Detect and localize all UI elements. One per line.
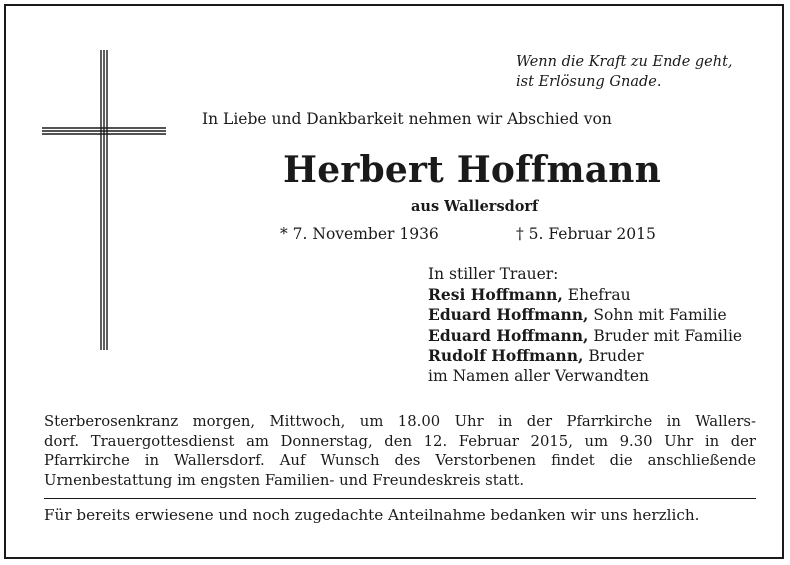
mourner-relation: Ehefrau xyxy=(567,285,631,304)
divider xyxy=(44,498,756,499)
mourner-name: Eduard Hoffmann, xyxy=(428,305,589,324)
announcement-text xyxy=(44,412,756,490)
mourner-name: Eduard Hoffmann, xyxy=(428,325,589,345)
intro-text: In Liebe und Dankbarkeit nehmen wir Abschied von xyxy=(202,110,612,128)
motto xyxy=(516,52,733,92)
thanks-text: Für bereits erwiesene und noch zugedachte Anteilnahme bedanken wir uns herzlich. xyxy=(44,506,700,524)
mourners-closing: im Namen aller Verwandten xyxy=(428,366,649,385)
mourners-heading: In stiller Trauer: xyxy=(428,265,559,283)
mourner-name: Resi Hoffmann, xyxy=(428,284,563,304)
obituary-card xyxy=(4,4,784,559)
mourner-relation: Bruder xyxy=(588,347,644,365)
announcement-line: Pfarrkirche in Wallersdorf. Auf Wunsch des Verstorbenen findet die anschließende xyxy=(44,452,756,470)
mourner-entry xyxy=(428,346,742,367)
mourner-relation: Sohn mit Familie xyxy=(593,306,727,324)
announcement-line: Sterberosenkranz morgen, Mittwoch, um 18.00 Uhr in der Pfarrkirche in Wallers- xyxy=(44,413,756,430)
deceased-origin: aus Wallersdorf xyxy=(411,198,539,215)
mourner-entry xyxy=(428,305,742,326)
cross-icon xyxy=(42,50,166,350)
mourner-entry xyxy=(428,285,742,306)
mourners-list xyxy=(428,265,742,386)
mourner-entry xyxy=(428,326,742,347)
motto-line: ist Erlösung Gnade. xyxy=(516,74,662,90)
mourner-relation: Bruder mit Familie xyxy=(593,326,743,345)
deceased-name: Herbert Hoffmann xyxy=(283,149,662,191)
birth-date: * 7. November 1936 xyxy=(280,225,439,243)
mourner-name: Rudolf Hoffmann, xyxy=(428,346,584,365)
motto-line: Wenn die Kraft zu Ende geht, xyxy=(516,54,733,70)
announcement-line: dorf. Trauergottesdienst am Donnerstag, den 12. Februar 2015, um 9.30 Uhr in der xyxy=(44,432,756,450)
announcement-line: Urnenbestattung im engsten Familien- und Freundeskreis statt. xyxy=(44,471,525,489)
death-date: † 5. Februar 2015 xyxy=(516,225,656,243)
